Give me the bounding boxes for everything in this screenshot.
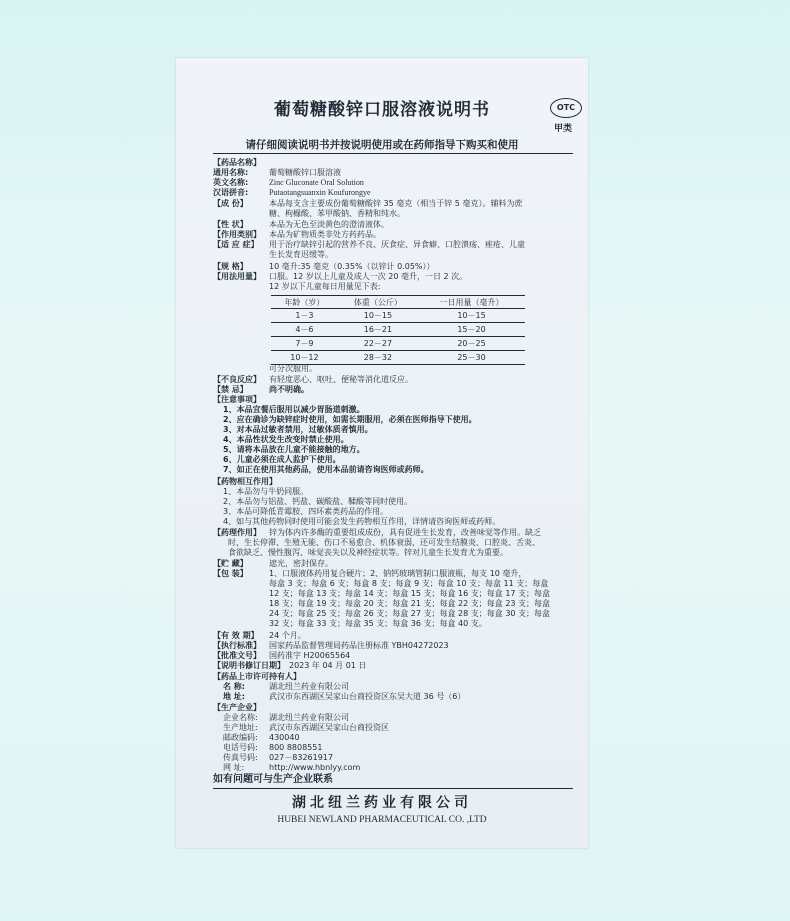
usage-label: 【用法用量】 (213, 272, 261, 281)
contra-label: 【禁 忌】 (213, 385, 248, 394)
mfr-name-label: 企业名称: (223, 713, 258, 722)
list-item: 5、请将本品放在儿童不能接触的地方。 (223, 445, 365, 454)
list-item: 1、本品宜餐后服用以减少胃肠道刺激。 (223, 405, 365, 414)
mfr-zip: 430040 (269, 733, 300, 742)
indication-label: 【适 应 症】 (213, 240, 259, 249)
dose-amount: 10－15 (418, 309, 525, 323)
usage-after: 可分次服用。 (269, 364, 317, 373)
dose-weight: 16－21 (338, 323, 418, 337)
pharmacology-label: 【药理作用】 (213, 528, 261, 537)
package-line: 24 支；每盒 25 支；每盒 26 支；每盒 27 支；每盒 28 支；每盒 30 支；每盒 (269, 609, 551, 618)
adverse-text: 有轻度恶心、呕吐、便秘等消化道反应。 (269, 375, 413, 384)
table-row (271, 323, 525, 337)
contact-note: 如有问题可与生产企业联系 (213, 774, 333, 785)
english-name: Zinc Gluconate Oral Solution (269, 178, 364, 187)
pinyin-name: Putaotangsuanxin Koufurongye (269, 188, 371, 197)
dose-amount: 20－25 (418, 337, 525, 351)
mah-name: 湖北纽兰药业有限公司 (269, 682, 349, 691)
storage-label: 【贮 藏】 (213, 559, 248, 568)
dose-header-weight: 体重（公斤） (338, 296, 418, 309)
package-line: 1、口服液体药用复合硬片；2、钠钙玻璃管制口服液瓶，每支 10 毫升， (269, 569, 527, 578)
list-item: 7、如正在使用其他药品，使用本品前请咨询医师或药师。 (223, 465, 429, 474)
interactions-label: 【药物相互作用】 (213, 477, 277, 486)
standard-text: 国家药品监督管理局药品注册标准 YBH04272023 (269, 641, 449, 650)
mfr-fax-label: 传真号码: (223, 753, 258, 762)
storage-text: 遮光，密封保存。 (269, 559, 333, 568)
english-name-label: 英文名称: (213, 178, 249, 187)
mah-name-label: 名 称: (223, 682, 245, 691)
contra-text: 尚不明确。 (269, 385, 309, 394)
generic-name-label: 通用名称: (213, 168, 249, 177)
mfr-name: 湖北纽兰药业有限公司 (269, 713, 349, 722)
pharmacology-line-1: 锌为体内许多酶的重要组成成份，具有促进生长发育，改善味觉等作用。缺乏 (269, 528, 541, 537)
leaflet-paper (176, 58, 588, 848)
package-label: 【包 装】 (213, 569, 248, 578)
properties-label: 【性 状】 (213, 220, 248, 229)
spec-text: 10 毫升:35 毫克（0.35%（以锌计 0.05%）） (269, 262, 435, 271)
list-item: 4、本品性状发生改变时禁止使用。 (223, 435, 349, 444)
drug-name-header: 【药品名称】 (213, 158, 261, 167)
list-item: 3、对本品过敏者禁用，过敏体质者慎用。 (223, 425, 373, 434)
document-title: 葡萄糖酸锌口服溶液说明书 (274, 100, 490, 120)
dose-age: 4－6 (271, 323, 338, 337)
mfr-fax: 027－83261917 (269, 753, 333, 762)
package-line: 32 支；每盒 33 支；每盒 35 支；每盒 36 支；每盒 40 支。 (269, 619, 487, 628)
precautions-label: 【注意事项】 (213, 395, 261, 404)
list-item: 2、本品勿与铝盐、钙盐、碳酸盐、鞣酸等同时使用。 (223, 497, 413, 506)
composition-label: 【成 份】 (213, 199, 248, 208)
dose-table (271, 295, 525, 365)
mfr-web: http://www.hbnlyy.com (269, 763, 361, 772)
company-name: 湖北纽兰药业有限公司 (292, 795, 472, 811)
dose-amount: 15－20 (418, 323, 525, 337)
mfr-web-label: 网 址: (223, 763, 245, 772)
standard-label: 【执行标准】 (213, 641, 261, 650)
company-name-en: HUBEI NEWLAND PHARMACEUTICAL CO. ,LTD (277, 815, 487, 825)
pinyin-label: 汉语拼音: (213, 188, 249, 197)
table-row (271, 337, 525, 351)
mah-addr: 武汉市东西湖区吴家山台商投资区东吴大道 36 号（6） (269, 692, 466, 701)
generic-name: 葡萄糖酸锌口服溶液 (269, 168, 341, 177)
category-label: 【作用类别】 (213, 230, 261, 239)
dose-table-header (271, 296, 525, 309)
table-row (271, 309, 525, 323)
approval-text: 国药准字 H20065564 (269, 651, 351, 660)
dose-weight: 10－15 (338, 309, 418, 323)
package-line: 每盒 3 支；每盒 6 支；每盒 8 支；每盒 9 支；每盒 10 支；每盒 11 支；每盒 (269, 579, 549, 588)
dose-age: 1－3 (271, 309, 338, 323)
mfr-phone: 800 8808551 (269, 743, 323, 752)
package-line: 12 支；每盒 13 支；每盒 14 支；每盒 15 支；每盒 16 支；每盒 17 支；每盒 (269, 589, 551, 598)
package-line: 18 支；每盒 19 支；每盒 20 支；每盒 21 支；每盒 22 支；每盒 23 支；每盒 (269, 599, 551, 608)
dose-age: 10－12 (271, 351, 338, 365)
approval-label: 【批准文号】 (213, 651, 261, 660)
properties-text: 本品为无色至淡黄色的澄清液体。 (269, 220, 389, 229)
validity-text: 24 个月。 (269, 631, 306, 640)
dose-header-age: 年龄（岁） (271, 296, 338, 309)
dose-weight: 28－32 (338, 351, 418, 365)
list-item: 4、如与其他药物同时使用可能会发生药物相互作用，详情请咨询医师或药师。 (223, 517, 501, 526)
composition-line-1: 本品每支含主要成份葡萄糖酸锌 35 毫克（相当于锌 5 毫克）。辅料为蔗 (269, 199, 523, 208)
mah-addr-label: 地 址: (223, 692, 245, 701)
mfr-phone-label: 电话号码: (223, 743, 258, 752)
revision-text: 2023 年 04 月 01 日 (289, 661, 367, 670)
indication-line-2: 生长发育迟缓等。 (269, 250, 333, 259)
usage-line-2: 12 岁以下儿童每日用量见下表: (269, 282, 381, 291)
list-item: 6、儿童必须在成人监护下使用。 (223, 455, 341, 464)
adverse-label: 【不良反应】 (213, 375, 261, 384)
title-divider (213, 153, 573, 154)
composition-line-2: 糖、枸橼酸、苯甲酸钠、香精和纯水。 (269, 209, 405, 218)
mfr-addr: 武汉市东西湖区吴家山台商投资区 (269, 723, 389, 732)
list-item: 2、应在确诊为缺锌症时使用，如需长期服用，必须在医师指导下使用。 (223, 415, 477, 424)
manufacturer-label: 【生产企业】 (213, 703, 261, 712)
otc-category: 甲类 (554, 124, 573, 134)
dose-amount: 25－30 (418, 351, 525, 365)
footer-divider (213, 788, 573, 789)
usage-line-1: 口服。12 岁以上儿童及成人一次 20 毫升，一日 2 次。 (269, 272, 468, 281)
spec-label: 【规 格】 (213, 262, 248, 271)
pharmacology-line-3: 食欲缺乏、慢性腹泻、味觉丧失以及神经症状等。锌对儿童生长发育尤为重要。 (228, 548, 508, 557)
dose-age: 7－9 (271, 337, 338, 351)
dose-weight: 22－27 (338, 337, 418, 351)
list-item: 1、本品勿与牛奶同服。 (223, 487, 309, 496)
pharmacology-line-2: 时，生长停滞、生殖无能、伤口不易愈合、机体衰弱，还可发生结膜炎、口腔炎、舌炎、 (228, 538, 540, 547)
validity-label: 【有 效 期】 (213, 631, 259, 640)
mfr-zip-label: 邮政编码: (223, 733, 258, 742)
usage-warning: 请仔细阅读说明书并按说明使用或在药师指导下购买和使用 (245, 139, 519, 151)
dose-header-amount: 一日用量（毫升） (418, 296, 525, 309)
category-text: 本品为矿物质类非处方药药品。 (269, 230, 381, 239)
indication-line-1: 用于治疗缺锌引起的营养不良、厌食症、异食癖、口腔溃疡、痤疮、儿童 (269, 240, 525, 249)
list-item: 3、本品可降低青霉胺、四环素类药品的作用。 (223, 507, 389, 516)
table-row (271, 351, 525, 365)
otc-badge: OTC (550, 98, 582, 118)
mfr-addr-label: 生产地址: (223, 723, 258, 732)
revision-label: 【说明书修订日期】 (213, 661, 285, 670)
mah-label: 【药品上市许可持有人】 (213, 672, 301, 681)
